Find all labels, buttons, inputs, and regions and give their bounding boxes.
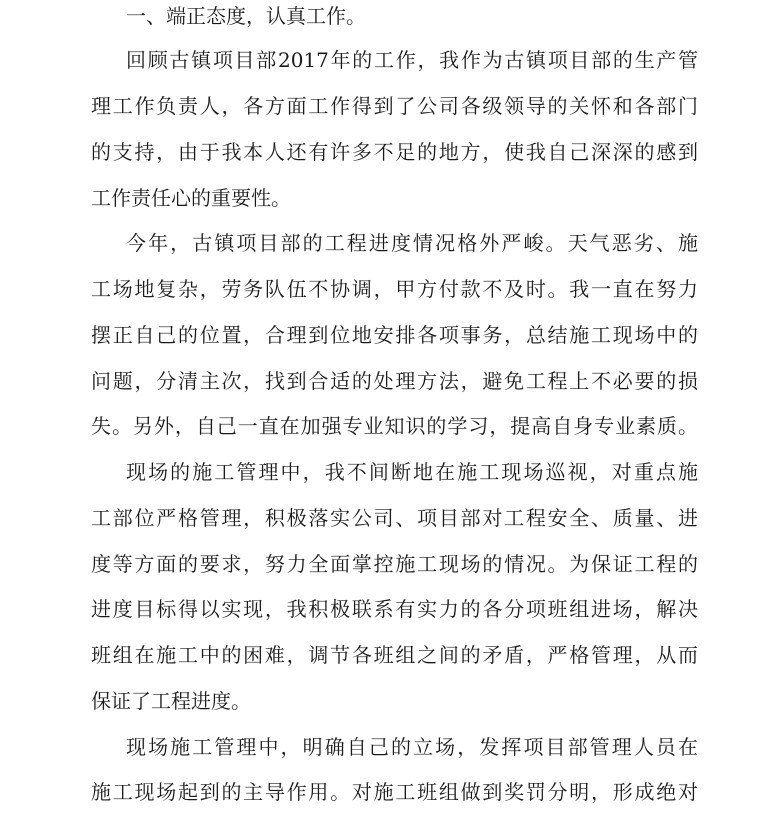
paragraph-2-line-5: 失。另外，自己一直在加强专业知识的学习，提高自身专业素质。: [91, 414, 698, 438]
paragraph-2-line-2: 工场地复杂，劳务队伍不协调，甲方付款不及时。我一直在努力: [91, 277, 698, 301]
paragraph-3-line-3: 度等方面的要求，努力全面掌控施工现场的情况。为保证工程的: [91, 552, 698, 576]
paragraph-1-line-2: 理工作负责人，各方面工作得到了公司各级领导的关怀和各部门: [91, 94, 698, 118]
paragraph-2-line-1: 今年，古镇项目部的工程进度情况格外严峻。天气恶劣、施: [126, 231, 698, 255]
paragraph-3-line-4: 进度目标得以实现，我积极联系有实力的各分项班组进场，解决: [91, 597, 698, 621]
paragraph-3-line-1: 现场的施工管理中，我不间断地在施工现场巡视，对重点施: [126, 460, 698, 484]
paragraph-1-line-1: 回顾古镇项目部2017年的工作，我作为古镇项目部的生产管: [126, 48, 698, 72]
paragraph-3-line-5: 班组在施工中的困难，调节各班组之间的矛盾，严格管理，从而: [91, 643, 698, 667]
paragraph-1-line-3: 的支持，由于我本人还有许多不足的地方，使我自己深深的感到: [91, 140, 698, 164]
paragraph-4-line-1: 现场施工管理中，明确自己的立场，发挥项目部管理人员在: [126, 735, 698, 759]
paragraph-4-line-2: 施工现场起到的主导作用。对施工班组做到奖罚分明，形成绝对: [91, 780, 698, 804]
paragraph-2-line-3: 摆正自己的位置，合理到位地安排各项事务，总结施工现场中的: [91, 323, 698, 347]
paragraph-3-line-2: 工部位严格管理，积极落实公司、项目部对工程安全、质量、进: [91, 506, 698, 530]
paragraph-2-line-4: 问题，分清主次，找到合适的处理方法，避免工程上不必要的损: [91, 369, 698, 393]
section-heading: 一、端正态度，认真工作。: [126, 4, 366, 28]
paragraph-1-line-4: 工作责任心的重要性。: [91, 186, 291, 210]
paragraph-3-line-6: 保证了工程进度。: [91, 689, 251, 713]
